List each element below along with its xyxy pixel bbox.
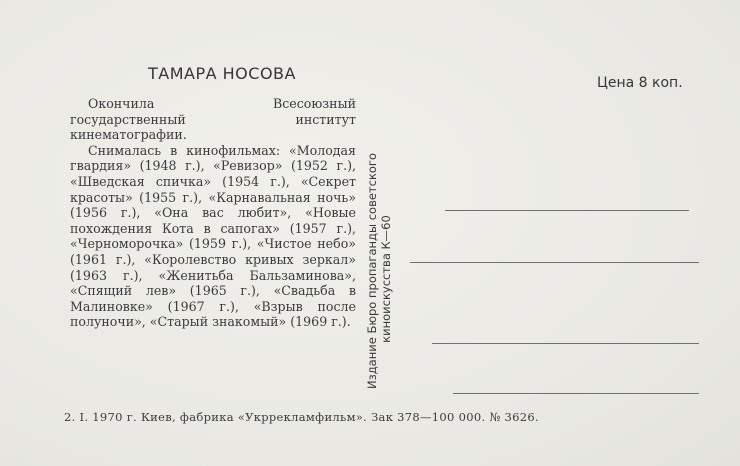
publisher-line-1: Издание Бюро пропаганды советского	[365, 152, 379, 389]
actress-name: ТАМАРА НОСОВА	[148, 64, 296, 83]
publisher-line-2: киноискусства К—60	[379, 215, 393, 343]
address-line-3	[432, 343, 699, 344]
price-label: Цена 8 коп.	[597, 75, 683, 91]
address-line-4	[453, 393, 699, 394]
address-line-1	[445, 210, 689, 211]
print-imprint: 2. I. 1970 г. Киев, фабрика «Укррекламфильм». Зак 378—100 000. № 3626.	[64, 410, 539, 424]
bio-education: Окончила Всесоюзный государственный институт кинематографии.	[70, 96, 356, 143]
publisher-imprint	[365, 152, 393, 389]
address-line-2	[410, 262, 699, 263]
bio-filmography: Снималась в кинофильмах: «Молодая гвардия» (1948 г.), «Ревизор» (1952 г.), «Шведская спичка» (1954 г.), «Секрет красоты» (1955 г.), «Карнавальная ночь» (1956 г.), «Она вас любит», «Новые похождения Кота в сапогах» (1957 г.), «Черноморочка» (1959 г.), «Чистое небо» (1961 г.), «Королевство кривых зеркал» (1963 г.), «Женитьба Бальзаминова», «Спящий лев» (1965 г.), «Свадьба в Малиновке» (1967 г.), «Взрыв после полуночи», «Старый знакомый» (1969 г.).	[70, 142, 356, 330]
biography-text	[70, 96, 356, 330]
